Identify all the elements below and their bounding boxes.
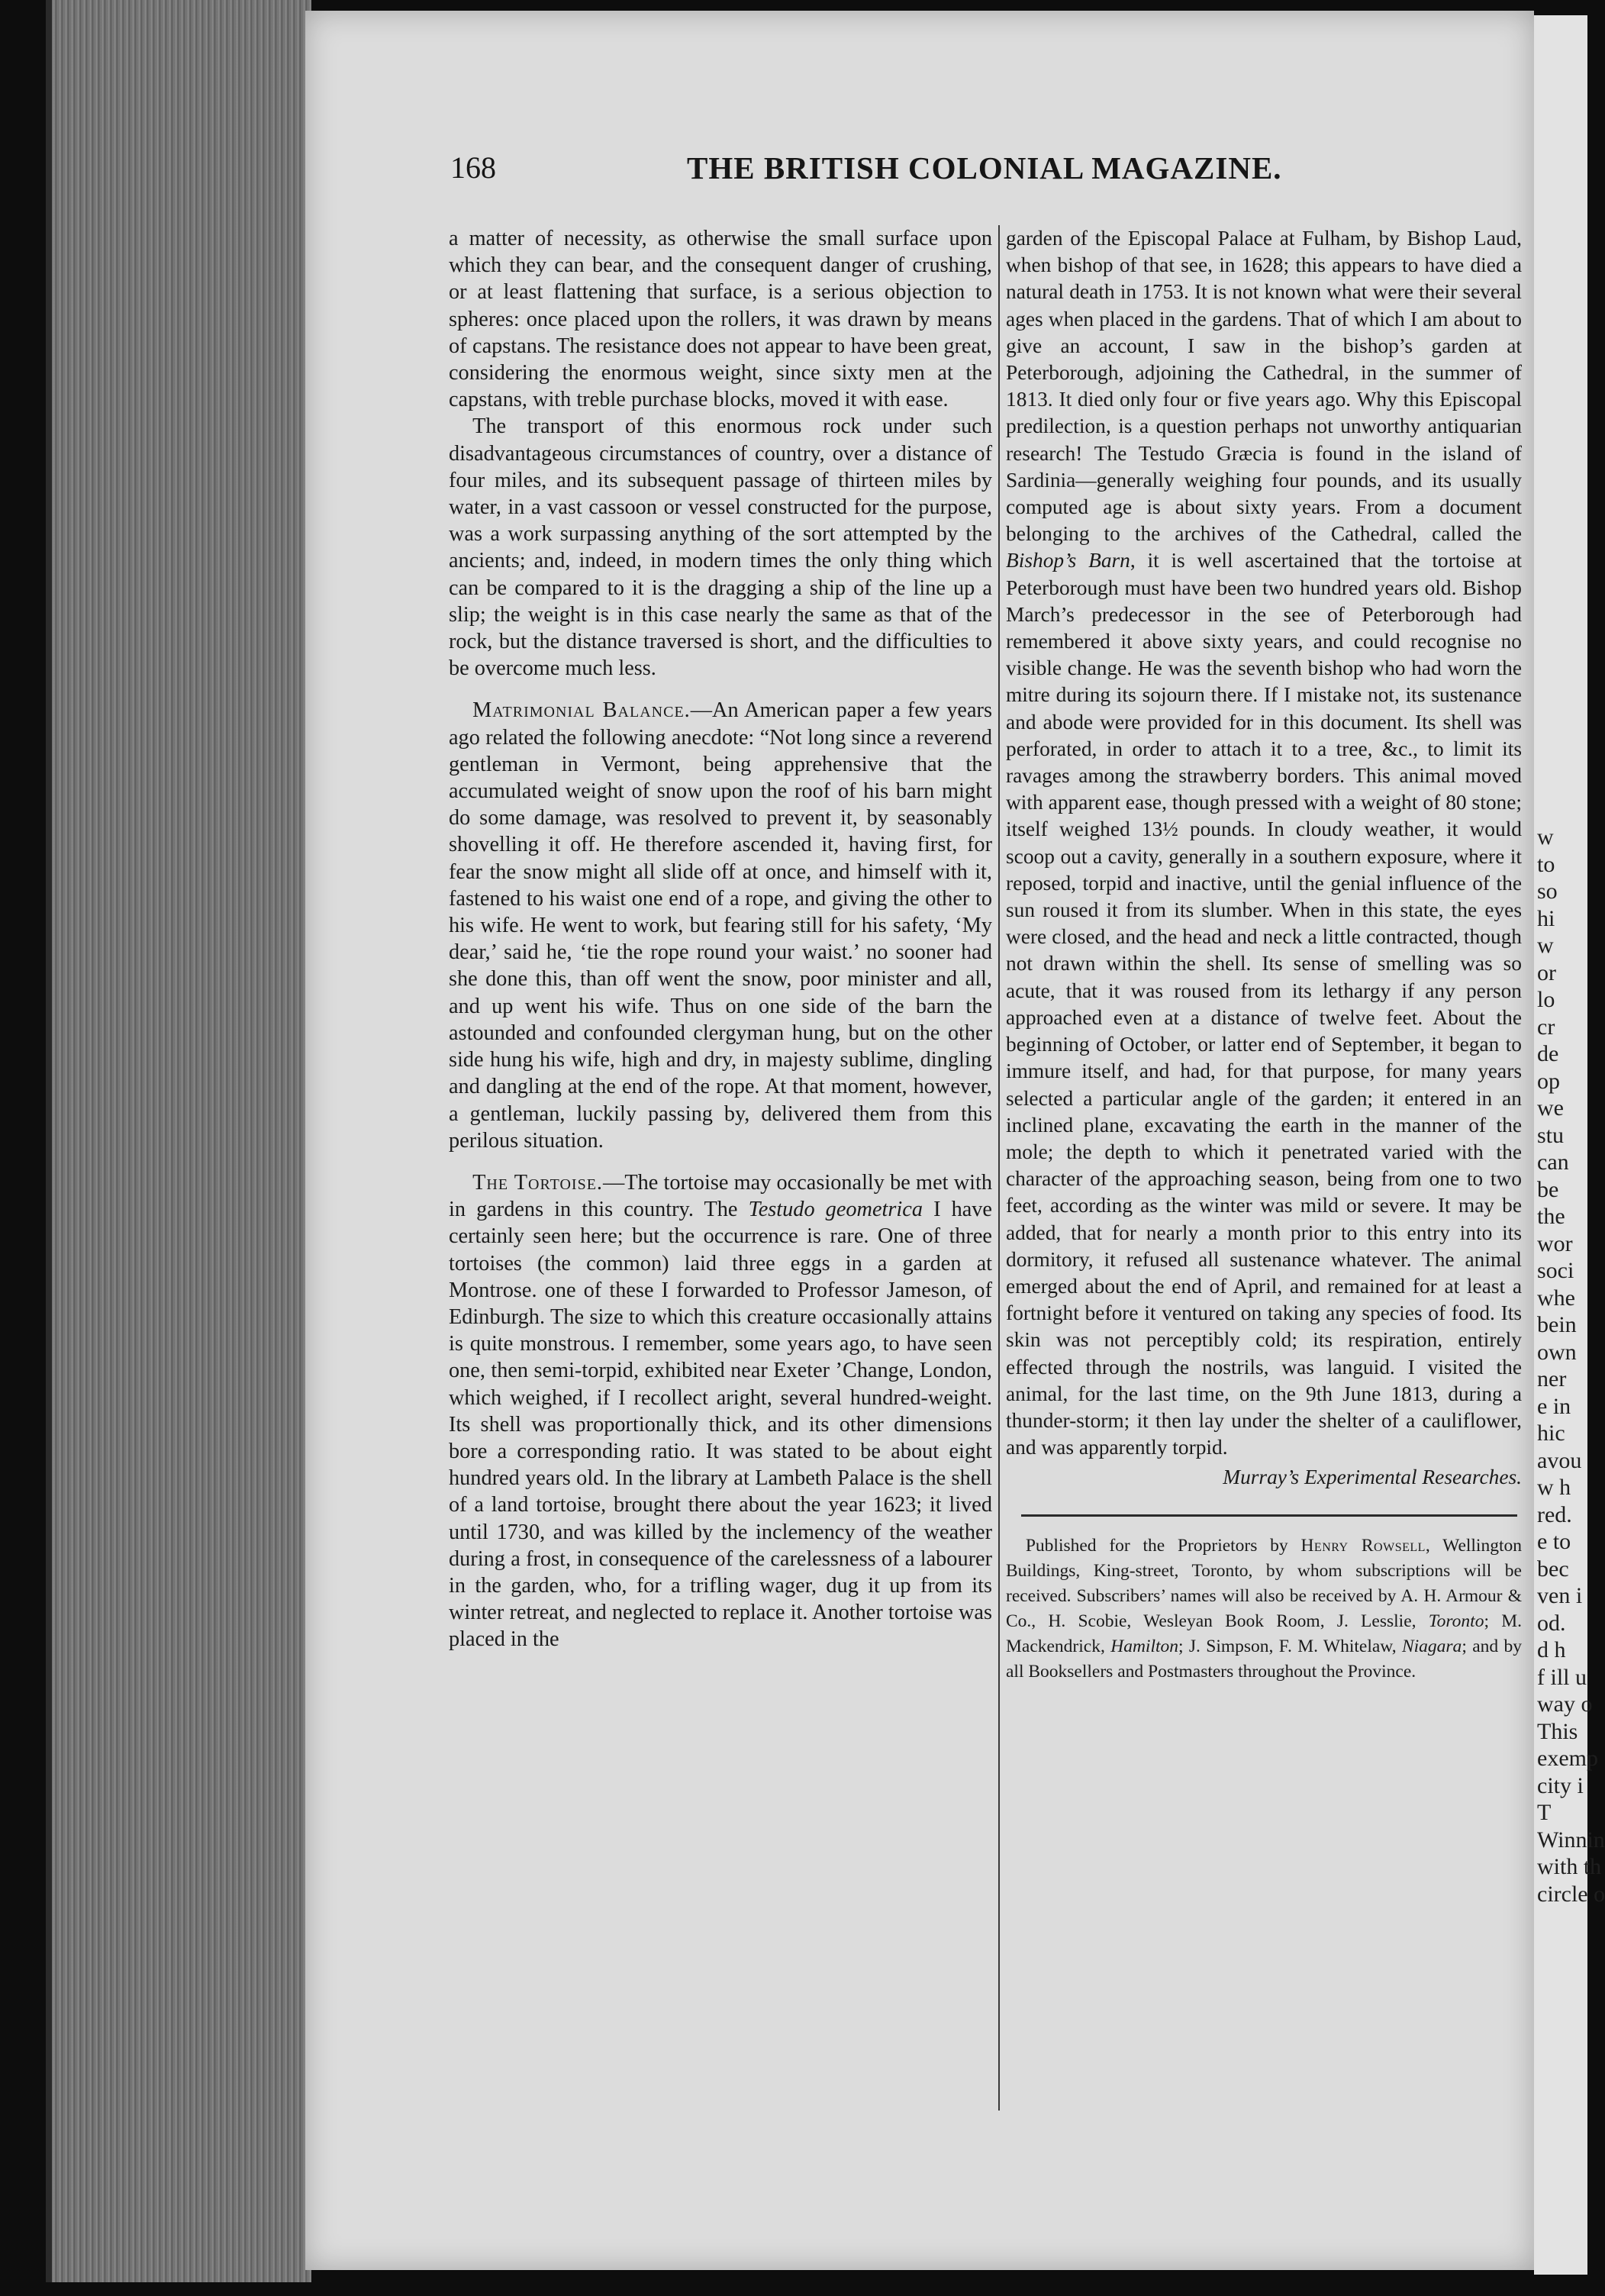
- right-column: [1006, 225, 1522, 1685]
- publisher-notice: [1006, 1533, 1522, 1685]
- adjacent-page-fragment: ven i: [1537, 1583, 1583, 1608]
- adjacent-page-fragment: T: [1537, 1800, 1552, 1825]
- adjacent-page-fragment: red.: [1537, 1501, 1572, 1527]
- source-attribution: Murray’s Experimental Researches.: [1223, 1466, 1522, 1489]
- adjacent-page-fragment: we: [1537, 1095, 1564, 1121]
- footer-rule: [1021, 1514, 1517, 1517]
- column-divider: [998, 225, 1000, 2111]
- adjacent-page-fragment: lo: [1537, 987, 1555, 1012]
- adjacent-page-fragment: own: [1537, 1339, 1577, 1365]
- publisher-text: ; J. Simpson, F. M. Whitelaw,: [1178, 1636, 1402, 1656]
- article-text: , it is well ascertained that the tortoise at Peterborough must have been two hundred years old. Bishop March’s predecessor in the see of Peterborough had remembered it above sixty years, and could recognise no visible change. He was the seventh bishop who had worn the mitre during its sojourn there. If I mistake not, its sustenance and abode were provided for in this document. Its shell was perforated, in order to attach it to a tree, &c., to limit its ravages among the strawberry borders. This animal moved with apparent ease, though pressed with a weight of 80 stone; itself weighed 13½ pounds. In cloudy weather, it would scoop out a cavity, generally in a southern exposure, where it reposed, torpid and inactive, until the genial influence of the sun roused it from its slumber. When in this state, the eyes were closed, and the head and neck a little contracted, though not drawn within the shell. Its sense of smelling was so acute, that it was roused from its lethargy if any person approached even at a distance of twelve feet. About the beginning of October, or latter end of September, it began to immure itself, and had, for that purpose, for many years selected a particular angle of the garden; it entered in an inclined plane, excavating the earth in the manner of the mole; the depth to which it penetrated varied with the character of the approaching season, being from one to two feet, according as the winter was mild or severe. It may be added, that for nearly a month prior to this entry into its dormitory, it refused all sustenance whatever. The animal emerged about the end of April, and remained for at least a fortnight before it ventured on taking any species of food. Its skin was not perceptibly cold; its respiration, entirely effected through the nostrils, was languid. I visited the animal, for the last time, on the 9th June 1813, during a thunder-storm; it then lay under the shelter of a cauliflower, and was apparently torpid.: [1006, 549, 1522, 1459]
- article-text: —The tortoise may occasionally be met with in gardens in this country. The: [449, 1170, 992, 1222]
- document-title: Bishop’s Barn: [1006, 549, 1130, 572]
- publisher-name: Henry Rowsell: [1300, 1535, 1426, 1556]
- adjacent-page-fragment: whe: [1537, 1285, 1575, 1311]
- adjacent-page-fragment: ner: [1537, 1366, 1567, 1391]
- adjacent-page-fragment: cr: [1537, 1014, 1555, 1040]
- adjacent-page-fragment: hi: [1537, 905, 1555, 931]
- running-head: [450, 150, 1313, 195]
- place-name: Niagara: [1401, 1636, 1462, 1656]
- adjacent-page-fragment: soci: [1537, 1258, 1574, 1283]
- magazine-title: THE BRITISH COLONIAL MAGAZINE.: [687, 150, 1282, 185]
- adjacent-page-fragment: de: [1537, 1041, 1559, 1066]
- article-tortoise: [449, 1169, 992, 1653]
- adjacent-page-fragment: city i: [1537, 1772, 1584, 1798]
- paragraph-rock-transport: The transport of this enormous rock under such disadvantageous circumstances of country, over a distance of four miles, and its subsequent passage of thirteen miles by water, in a vast cassoon or vessel constructed for the purpose, was a work surpassing anything of the sort attempted by the ancients; and, indeed, in modern times the only thing which can be compared to it is the dragging a ship of the line up a slip; the weight is in this case nearly the same as that of the rock, but the distance traversed is short, and the difficulties to be overcome much less.: [449, 414, 992, 681]
- adjacent-page-fragment: od.: [1537, 1610, 1566, 1636]
- adjacent-page-fragment: avou: [1537, 1447, 1582, 1473]
- adjacent-page-fragment: wor: [1537, 1230, 1573, 1256]
- article-text: —An American paper a few years ago related the following anecdote: “Not long since a reverend gentleman in Vermont, being apprehensive that the accumulated weight of snow upon the roof of his barn might do some damage, was resolved to prevent it, by seasonably shovelling it off. He therefore ascended it, having first, for fear the snow might all slide off at once, and himself with it, fastened to his waist one end of a rope, and giving the other to his wife. He went to work, but fearing still for his safety, ‘My dear,’ said he, ‘tie the rope round your waist.’ no sooner had she done this, than off went the snow, poor minister and all, and up went his wife. Thus on one side of the barn the astounded and confounded clergyman hung, but on the other side hung his wife, high and dry, in majesty sublime, dingling and dangling at the end of the rope. At that moment, however, a gentleman, luckily passing by, delivered them from this perilous situation.: [449, 698, 992, 1153]
- adjacent-page-fragment: w h: [1537, 1475, 1571, 1500]
- adjacent-page-fragment: stu: [1537, 1122, 1565, 1148]
- adjacent-page-fragment: circle o: [1537, 1881, 1605, 1907]
- article-text: garden of the Episcopal Palace at Fulham, by Bishop Laud, when bishop of that see, in 1628; this appears to have died a natural death in 1753. It is not known what were their several ages when placed in the gardens. That of which I am about to give an account, I saw in the bishop’s garden at Peterborough, adjoining the Cathedral, in the summer of 1813. It died only four or five years ago. Why this Episcopal predilection, is a question perhaps not unworthy antiquarian research! The: [1006, 227, 1522, 465]
- publisher-text: ; and by all Booksellers and Postmasters throughout the Province.: [1006, 1636, 1522, 1682]
- adjacent-page-fragment: e in: [1537, 1393, 1571, 1419]
- adjacent-page-fragment: or: [1537, 959, 1556, 985]
- adjacent-page-fragment: w: [1537, 824, 1554, 850]
- species-name: Testudo geometrica: [748, 1198, 923, 1222]
- article-matrimonial-balance: [449, 697, 992, 1153]
- article-tortoise-continued: [1006, 225, 1522, 1461]
- book-page-edges: [46, 0, 311, 2282]
- left-column: [449, 225, 992, 1653]
- adjacent-page-fragment: bec: [1537, 1556, 1569, 1582]
- adjacent-page-fragment: op: [1537, 1068, 1560, 1094]
- publisher-text: , Wellington Buildings, King-street, Toronto, by whom subscriptions will be received. Subscribers’ names will also be received by A. H. Armour & Co., H. Scobie, Wesleyan Book Room, J. Lesslie,: [1006, 1535, 1522, 1631]
- adjacent-page-fragment: to: [1537, 851, 1555, 877]
- adjacent-page-fragment: hic: [1537, 1420, 1565, 1446]
- article-heading: Matrimonial Balance.: [472, 698, 691, 723]
- adjacent-page-fragment: the: [1537, 1204, 1565, 1229]
- adjacent-page-fragment: so: [1537, 879, 1558, 904]
- adjacent-page-fragment: exemp: [1537, 1746, 1598, 1771]
- article-text: is found in the island of Sardinia—generally weighing four pounds, and its usually computed age is about sixty years. From a document belonging to the archives of the Cathedral, called the: [1006, 441, 1523, 546]
- adjacent-page-strip: [1534, 15, 1605, 2275]
- adjacent-page-fragment: w: [1537, 933, 1554, 958]
- adjacent-page-fragment: way o: [1537, 1691, 1593, 1717]
- adjacent-page-fragment: d h: [1537, 1637, 1566, 1662]
- place-name: Toronto: [1428, 1611, 1484, 1631]
- adjacent-page-fragment: This: [1537, 1718, 1578, 1744]
- adjacent-page-fragment: e to: [1537, 1529, 1571, 1554]
- adjacent-page-fragment: Winnin: [1537, 1827, 1605, 1853]
- article-text: I have certainly seen here; but the occurrence is rare. One of three tortoises (the common) laid three eggs in a garden at Montrose. one of these I forwarded to Professor Jameson, of Edinburgh. The size to which this creature occasionally attains is quite monstrous. I remember, some years ago, to have seen one, then semi-torpid, exhibited near Exeter ’Change, London, which weighed, if I recollect aright, several hundred-weight. Its shell was proportionally thick, and its other dimensions bore a corresponding ratio. It was stated to be about eight hundred years old. In the library at Lambeth Palace is the shell of a land tortoise, brought there about the year 1623; it lived until 1730, and was killed by the inclemency of the weather during a frost, in consequence of the carelessness of a labourer in the garden, who, for a trifling wager, dug it up from its winter retreat, and neglected to replace it. Another tortoise was placed in the: [449, 1198, 992, 1652]
- page-number: 168: [450, 150, 496, 185]
- adjacent-page-fragment: f ill u: [1537, 1664, 1587, 1690]
- publisher-text: ; M. Mackendrick,: [1006, 1611, 1522, 1656]
- adjacent-page-fragment: be: [1537, 1176, 1559, 1202]
- adjacent-page-fragment: can: [1537, 1150, 1569, 1175]
- adjacent-page-fragment: bein: [1537, 1312, 1577, 1337]
- publisher-text: Published for the Proprietors by: [1025, 1535, 1301, 1556]
- article-heading: The Tortoise.: [472, 1170, 604, 1195]
- paragraph-rock-transport-end: a matter of necessity, as otherwise the small surface upon which they can bear, and the consequent danger of crushing, or at least flattening that surface, is a serious objection to spheres: once placed upon the rollers, it was drawn by means of capstans. The resistance does not appear to have been great, considering the enormous weight, since sixty men at the capstans, with treble purchase blocks, moved it with ease.: [449, 227, 992, 412]
- adjacent-page-fragment: with th: [1537, 1854, 1602, 1879]
- species-name: Testudo Græcia: [1138, 441, 1278, 465]
- place-name: Hamilton: [1110, 1636, 1178, 1656]
